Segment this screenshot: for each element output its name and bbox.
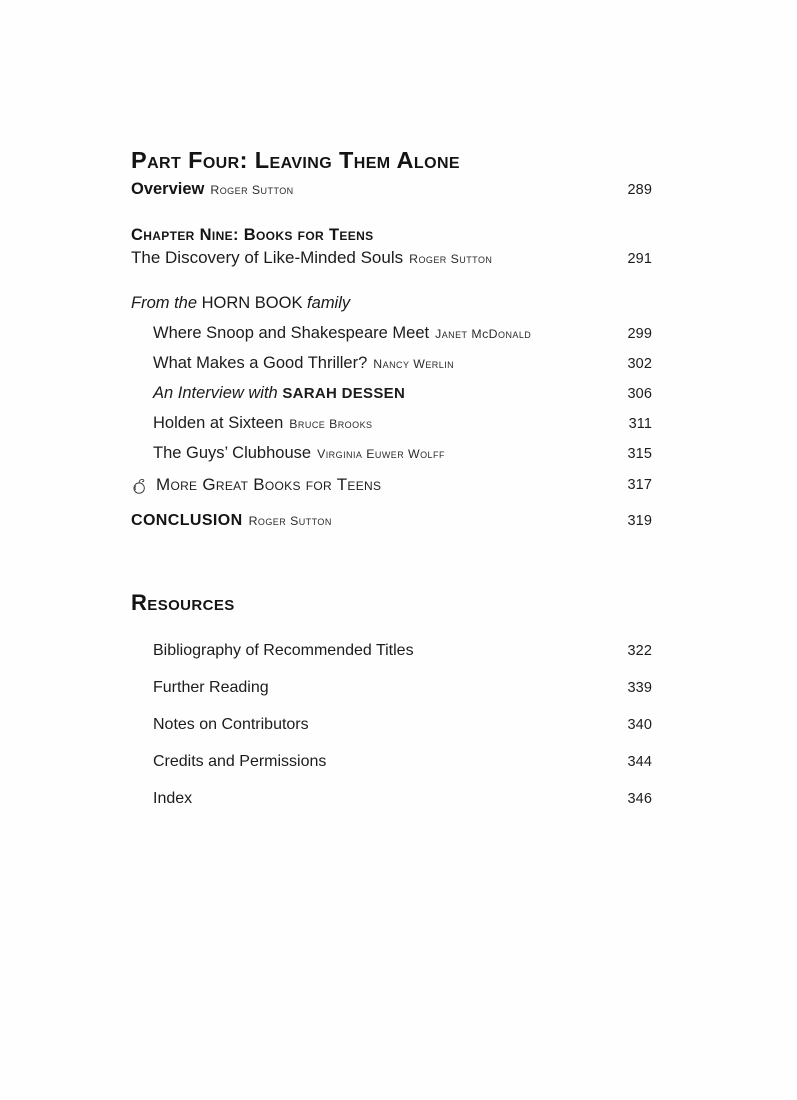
article-title: The Guys’ Clubhouse [153,443,312,462]
resource-title: Index [153,789,193,807]
table-of-contents [131,148,652,808]
toc-entry-resource[interactable] [131,753,652,771]
chapter-entry-byline: Roger Sutton [409,251,493,266]
more-books-label: More Great Books for Teens [156,474,382,494]
article-label-group [153,444,445,463]
resource-page-number: 346 [627,790,652,807]
resources-heading: Resources [131,589,235,615]
chapter-entry-page-number: 291 [627,250,652,267]
resource-title: Further Reading [153,678,269,696]
chapter-entry-title: The Discovery of Like-Minded Souls [131,247,404,267]
article-byline: Nancy Werlin [373,356,455,371]
toc-entry-resource[interactable] [131,790,652,808]
article-featured-name: SARAH DESSEN [282,384,406,402]
article-label-group [153,414,373,433]
overview-page-number: 289 [627,181,652,198]
toc-entry-conclusion[interactable] [131,512,652,530]
article-title: Holden at Sixteen [153,413,284,432]
family-section-heading [131,294,652,313]
resource-page-number: 322 [627,642,652,659]
article-title-text: An Interview with [153,383,283,402]
resource-page-number: 340 [627,716,652,733]
article-page-number: 311 [628,415,652,432]
toc-entry-article[interactable] [131,444,652,463]
article-byline: Virginia Euwer Wolff [317,446,445,461]
chapter-entry-label-group [131,248,492,268]
toc-entry-resource[interactable] [131,679,652,697]
part-title: Part Four: Leaving Them Alone [131,147,460,173]
toc-entry-article[interactable] [131,384,652,403]
article-byline [435,327,531,341]
toc-entry-resource[interactable] [131,642,652,660]
toc-entry-more-great-books[interactable] [131,475,652,495]
toc-entry-article[interactable] [131,324,652,343]
resources-section [131,590,652,808]
resource-page-number: 339 [627,679,652,696]
family-suffix: family [302,293,351,312]
toc-entry-resource[interactable] [131,716,652,734]
resource-title: Notes on Contributors [153,715,309,733]
chapter-heading: Chapter Nine: Books for Teens [131,225,374,244]
family-publication: HORN BOOK [201,293,303,312]
byline-lead: Janet M [435,326,483,341]
article-label-group [153,354,454,373]
overview-label-group [131,180,294,199]
toc-entry-article[interactable] [131,414,652,433]
toc-entry-chapter-article[interactable] [131,248,652,268]
toc-entry-article[interactable] [131,354,652,373]
article-title [153,384,405,402]
overview-title: Overview [131,179,205,198]
more-books-page-number: 317 [627,476,652,493]
article-page-number: 315 [627,445,652,462]
resource-title: Credits and Permissions [153,752,327,770]
byline-mc: c [482,326,489,341]
article-label-group [153,324,531,343]
article-page-number: 299 [627,325,652,342]
resource-page-number: 344 [627,753,652,770]
toc-entry-overview[interactable] [131,180,652,199]
article-page-number: 302 [627,355,652,372]
family-prefix: From the [131,293,202,312]
article-title: What Makes a Good Thriller? [153,353,368,372]
conclusion-label-group [131,512,332,530]
article-page-number: 306 [627,385,652,402]
conclusion-page-number: 319 [627,512,652,529]
article-title: Where Snoop and Shakespeare Meet [153,323,430,342]
more-books-label-group [131,475,381,495]
resource-title: Bibliography of Recommended Titles [153,641,414,659]
conclusion-byline: Roger Sutton [248,513,332,528]
article-byline: Bruce Brooks [289,416,373,431]
overview-byline: Roger Sutton [210,182,294,197]
book-lamp-icon [131,476,149,495]
article-label-group [153,384,405,403]
byline-tail: Donald [488,326,532,341]
conclusion-title: CONCLUSION [131,511,243,529]
